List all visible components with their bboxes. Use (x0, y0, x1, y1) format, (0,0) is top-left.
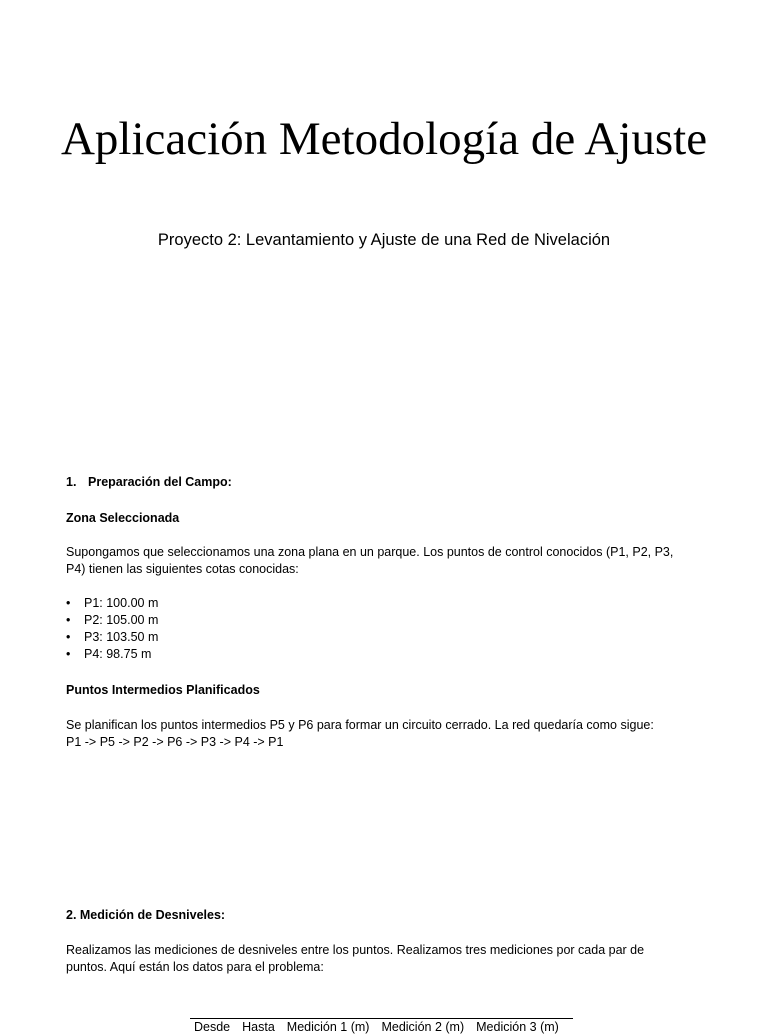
table-header-cell: Medición 3 (m) (476, 1020, 559, 1034)
table-header-cell: Medición 2 (m) (381, 1020, 465, 1034)
intermedios-line1: Se planifican los puntos intermedios P5 y P6 para formar un circuito cerrado. La red quedaría como sigue: (66, 718, 654, 732)
zona-paragraph-line1: Supongamos que seleccionamos una zona plana en un parque. Los puntos de control conocidos (P1, P2, P3, (66, 545, 674, 559)
list-item: • P1: 100.00 m (66, 596, 159, 610)
table-header-cell: Desde (194, 1020, 231, 1034)
list-item: • P3: 103.50 m (66, 630, 159, 644)
section2-paragraph-line2: puntos. Aquí están los datos para el problema: (66, 960, 324, 974)
intermedios-line2: P1 -> P5 -> P2 -> P6 -> P3 -> P4 -> P1 (66, 735, 284, 749)
bullet-icon: • (66, 647, 71, 661)
section2-paragraph-line1: Realizamos las mediciones de desniveles entre los puntos. Realizamos tres mediciones por cada par de (66, 943, 645, 957)
intermedios-heading: Puntos Intermedios Planificados (66, 683, 260, 697)
bullet-icon: • (66, 630, 71, 644)
bullet-icon: • (66, 613, 71, 627)
document-title: Aplicación Metodología de Ajuste (60, 113, 708, 165)
table-header-row (190, 1019, 573, 1036)
table-header-cell: Medición 1 (m) (286, 1020, 370, 1034)
measurements-table (190, 1018, 573, 1034)
control-points-list (66, 595, 158, 663)
section2-heading: 2. Medición de Desniveles: (66, 908, 226, 922)
zona-heading: Zona Seleccionada (66, 511, 180, 525)
document-subtitle: Proyecto 2: Levantamiento y Ajuste de una Red de Nivelación (157, 231, 611, 249)
table-header-cell: Hasta (242, 1020, 275, 1034)
section1-heading (66, 474, 232, 491)
section1-heading-text: Preparación del Campo: (88, 475, 232, 489)
section1-number: 1. (66, 475, 77, 489)
bullet-icon: • (66, 596, 71, 610)
list-item: • P2: 105.00 m (66, 613, 159, 627)
zona-paragraph-line2: P4) tienen las siguientes cotas conocidas: (66, 562, 299, 576)
list-item: • P4: 98.75 m (66, 647, 152, 661)
